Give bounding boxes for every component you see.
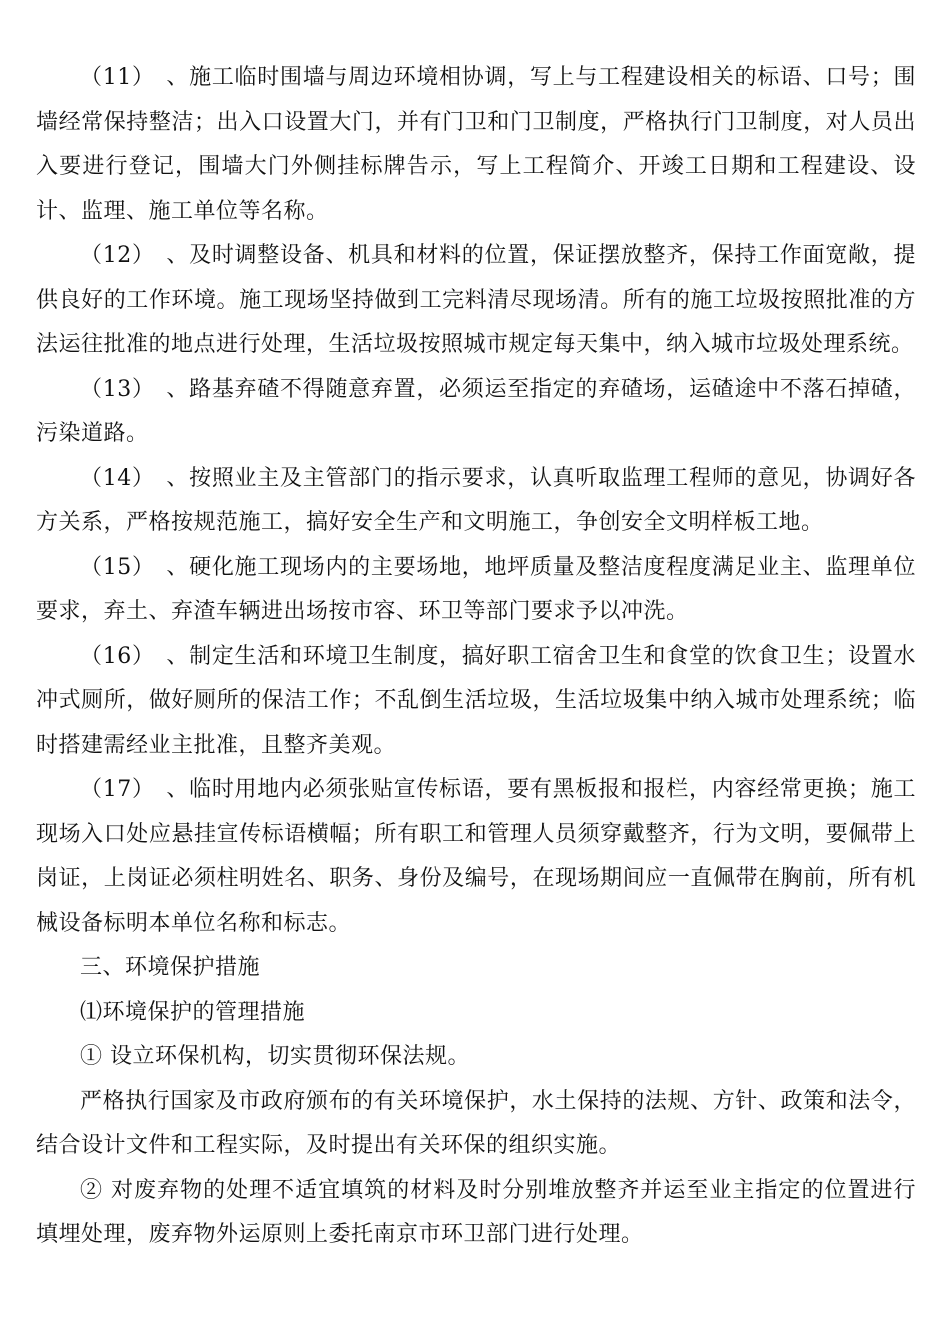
paragraph-15: （15） 、硬化施工现场内的主要场地，地坪质量及整洁度程度满足业主、监理单位要求，弃土、弃渣车辆进出场按市容、环卫等部门要求予以冲洗。	[36, 554, 916, 624]
paragraph-13: （13） 、路基弃碴不得随意弃置，必须运至指定的弃碴场，运碴途中不落石掉碴，污染道路。	[36, 376, 916, 446]
paragraph-17: （17） 、临时用地内必须张贴宣传标语，要有黑板报和报栏，内容经常更换；施工现场入口处应悬挂宣传标语横幅；所有职工和管理人员须穿戴整齐，行为文明，要佩带上岗证，上岗证必须柱明姓名、职务、身份及编号，在现场期间应一直佩带在胸前，所有机械设备标明本单位名称和标志。	[36, 777, 916, 936]
paragraph-11: （11） 、施工临时围墙与周边环境相协调，写上与工程建设相关的标语、口号；围墙经常保持整洁；出入口设置大门，并有门卫和门卫制度，严格执行门卫制度，对人员出入要进行登记，围墙大门外侧挂标牌告示，写上工程简介、开竣工日期和工程建设、设计、监理、施工单位等名称。	[36, 65, 916, 224]
item-1-heading: ① 设立环保机构，切实贯彻环保法规。	[80, 1044, 470, 1069]
item-1-body: 严格执行国家及市政府颁布的有关环境保护，水土保持的法规、方针、政策和法令，结合设计文件和工程实际，及时提出有关环保的组织实施。	[36, 1088, 916, 1158]
paragraph-14: （14） 、按照业主及主管部门的指示要求，认真听取监理工程师的意见，协调好各方关系，严格按规范施工，搞好安全生产和文明施工，争创安全文明样板工地。	[36, 465, 916, 535]
paragraph-12: （12） 、及时调整设备、机具和材料的位置，保证摆放整齐，保持工作面宽敞，提供良好的工作环境。施工现场坚持做到工完料清尽现场清。所有的施工垃圾按照批准的方法运往批准的地点进行处理，生活垃圾按照城市规定每天集中，纳入城市垃圾处理系统。	[36, 243, 916, 357]
paragraph-16: （16） 、制定生活和环境卫生制度，搞好职工宿舍卫生和食堂的饮食卫生；设置水冲式厕所，做好厕所的保洁工作；不乱倒生活垃圾，生活垃圾集中纳入城市处理系统；临时搭建需经业主批准，且整齐美观。	[36, 643, 916, 758]
subsection-heading: ⑴环境保护的管理措施	[80, 999, 306, 1025]
document-page	[36, 56, 916, 1258]
section-heading: 三、环境保护措施	[80, 955, 261, 980]
item-2-body: ② 对废弃物的处理不适宜填筑的材料及时分别堆放整齐并运至业主指定的位置进行填埋处理，废弃物外运原则上委托南京市环卫部门进行处理。	[36, 1177, 916, 1247]
